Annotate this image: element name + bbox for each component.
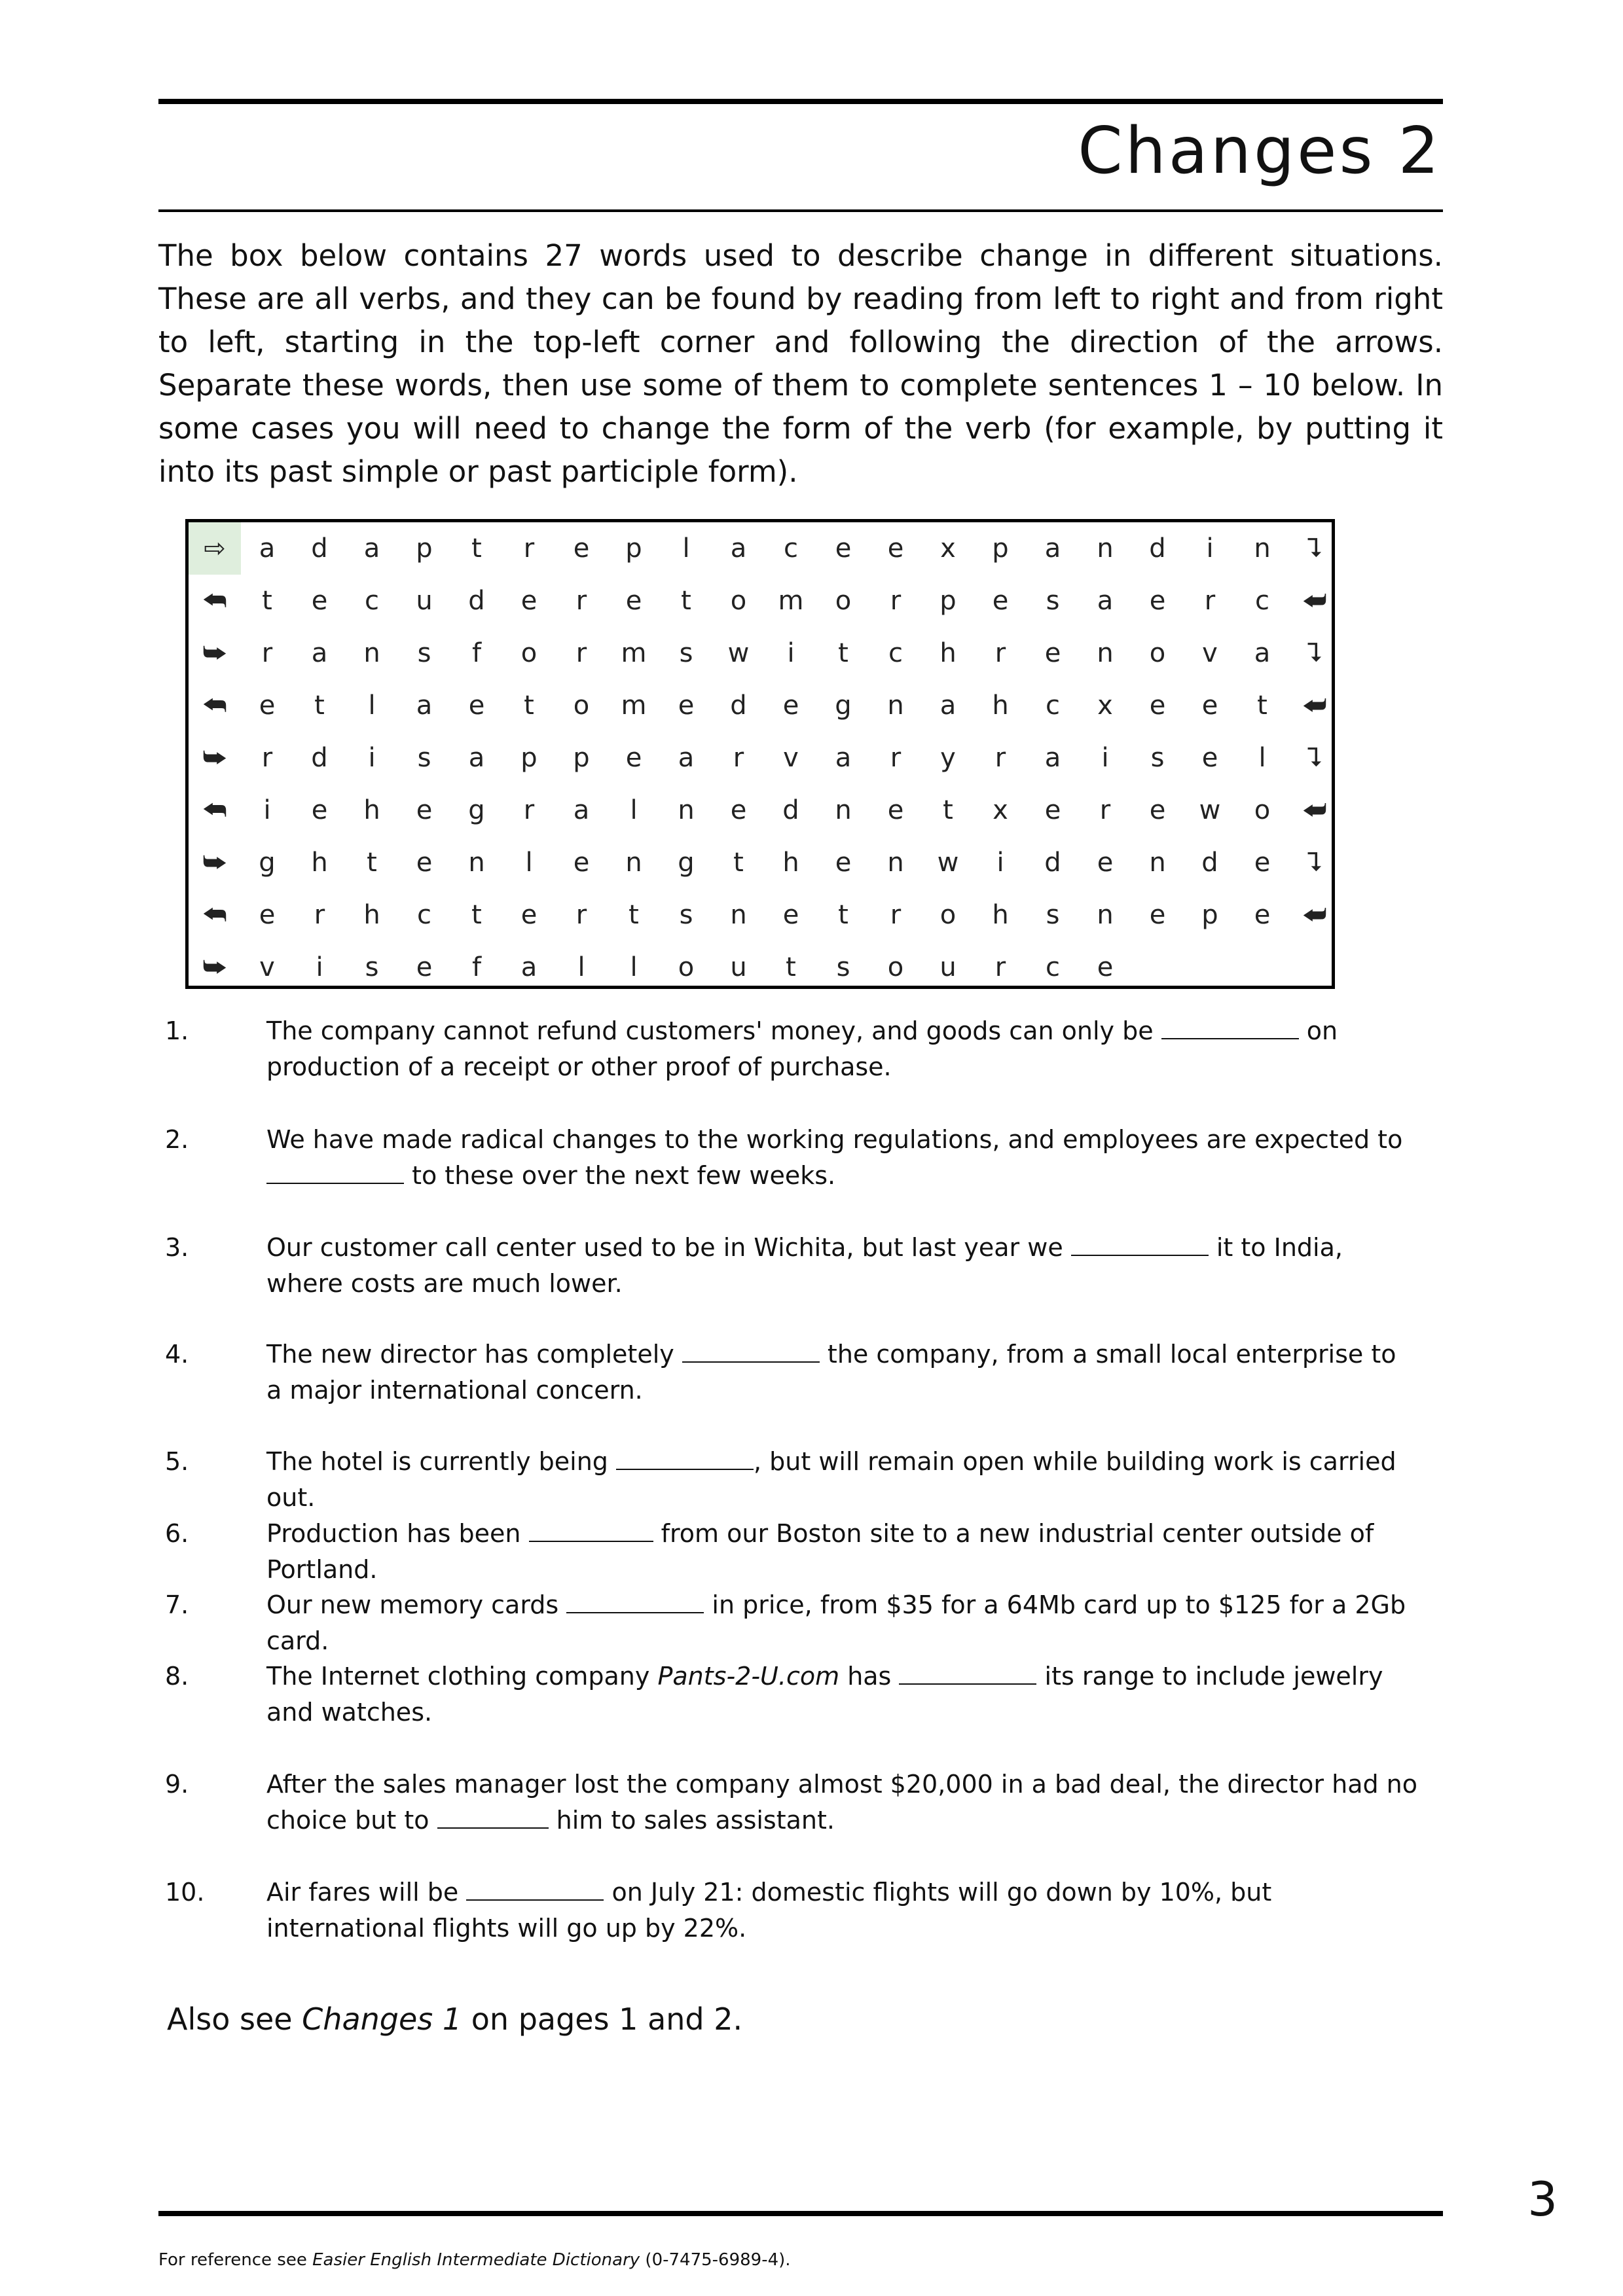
grid-letter: p [520, 743, 538, 773]
grid-letter: u [730, 952, 747, 982]
question-text-part: The Internet clothing company [266, 1662, 658, 1691]
grid-letter: o [520, 638, 538, 668]
footer-post: (0-7475-6989-4). [640, 2250, 791, 2270]
question-text-part: After the sales manager lost the company almost $20,000 in a bad deal, the director had no choice but to [266, 1770, 1418, 1835]
grid-letter: o [573, 691, 590, 721]
grid-letter: t [786, 952, 796, 982]
grid-letter: e [992, 586, 1009, 616]
grid-letter: r [575, 586, 587, 616]
row-turn-arrow-icon: ⮩ [202, 638, 227, 668]
grid-letter: i [787, 638, 795, 668]
grid-letter: e [416, 795, 433, 825]
question-text-part: , but will remain open while building work is carried out. [266, 1447, 1396, 1512]
grid-letter: e [416, 848, 433, 878]
grid-letter: e [311, 795, 328, 825]
grid-letter: o [939, 900, 957, 930]
grid-letter: e [1044, 638, 1061, 668]
question-text-part: Our customer call center used to be in Wichita, but last year we [266, 1233, 1071, 1262]
answer-blank[interactable] [437, 1805, 549, 1829]
row-turn-arrow-icon: ⮩ [202, 743, 227, 773]
footer-pre: For reference see [158, 2250, 313, 2270]
grid-letter: r [261, 743, 273, 773]
title-rule [158, 209, 1443, 212]
grid-letter: t [681, 586, 691, 616]
question-text [266, 1230, 1419, 1302]
grid-letter: p [1201, 900, 1218, 930]
grid-letter: g [259, 848, 276, 878]
question-text-part: The hotel is currently being [266, 1447, 616, 1476]
grid-row [189, 784, 1332, 836]
grid-letter: a [730, 533, 747, 564]
grid-letter: v [783, 743, 799, 773]
grid-letter: n [625, 848, 642, 878]
grid-letter: u [939, 952, 957, 982]
grid-letter: a [678, 743, 695, 773]
grid-letter: v [1202, 638, 1218, 668]
grid-letter: a [363, 533, 380, 564]
top-rule [158, 99, 1443, 104]
question-text-part: to these over the next few weeks. [404, 1161, 836, 1190]
grid-letter: c [784, 533, 798, 564]
grid-letter: n [730, 900, 747, 930]
grid-letter: e [835, 848, 852, 878]
grid-letter: p [939, 586, 957, 616]
grid-letter: x [1097, 691, 1113, 721]
question-text-part: him to sales assistant. [548, 1806, 835, 1835]
see-also-link: Changes 1 [302, 2001, 462, 2037]
grid-letter: a [1044, 533, 1061, 564]
footer-reference [158, 2250, 791, 2270]
answer-blank[interactable] [899, 1661, 1036, 1685]
grid-letter: t [524, 691, 534, 721]
grid-letter: r [314, 900, 325, 930]
row-turn-arrow-icon: ⮧ [1307, 848, 1322, 878]
grid-letter: o [730, 586, 747, 616]
question-text [266, 1122, 1419, 1194]
grid-letter: e [1254, 848, 1271, 878]
grid-letter: n [835, 795, 852, 825]
question-number: 1. [165, 1016, 189, 1045]
grid-letter: s [1046, 586, 1060, 616]
question-number: 9. [165, 1770, 189, 1799]
answer-blank[interactable] [529, 1518, 653, 1542]
row-turn-arrow-icon: ⮨ [1302, 795, 1327, 825]
answer-blank[interactable] [682, 1339, 820, 1363]
grid-letter: c [1255, 586, 1269, 616]
question-text [266, 1767, 1419, 1839]
grid-letter: a [939, 691, 957, 721]
grid-letter: i [1101, 743, 1109, 773]
grid-letter: p [416, 533, 433, 564]
grid-letter: r [523, 533, 535, 564]
grid-letter: r [575, 638, 587, 668]
grid-letter: w [937, 848, 959, 878]
grid-letter: e [887, 533, 904, 564]
row-turn-arrow-icon: ⮪ [202, 586, 227, 616]
grid-letter: n [887, 848, 904, 878]
grid-letter: r [523, 795, 535, 825]
row-turn-arrow-icon: ⮨ [1302, 586, 1327, 616]
grid-letter: o [1149, 638, 1166, 668]
grid-letter: e [730, 795, 747, 825]
grid-letter: r [890, 743, 902, 773]
question-number: 2. [165, 1125, 189, 1154]
grid-letter: d [1044, 848, 1061, 878]
grid-letter: l [368, 691, 376, 721]
grid-letter: r [890, 586, 902, 616]
see-also-note [167, 2001, 742, 2037]
grid-letter: s [1150, 743, 1165, 773]
grid-letter: r [261, 638, 273, 668]
page-title: Changes 2 [1078, 114, 1442, 188]
question-number: 8. [165, 1662, 189, 1691]
grid-letter: d [1149, 533, 1166, 564]
grid-letter: n [363, 638, 380, 668]
grid-letter: f [471, 952, 482, 982]
start-arrow-icon: ⇨ [189, 522, 241, 575]
word-grid [185, 519, 1335, 989]
grid-letter: r [994, 743, 1006, 773]
grid-letter: t [838, 900, 848, 930]
grid-letter: n [468, 848, 485, 878]
grid-letter: t [943, 795, 953, 825]
question-text [266, 1336, 1419, 1408]
grid-letter: o [1254, 795, 1271, 825]
grid-letter: e [782, 900, 799, 930]
grid-letter: e [1201, 743, 1218, 773]
grid-letter: d [1201, 848, 1218, 878]
grid-letter: h [992, 691, 1009, 721]
question-text-part: We have made radical changes to the working regulations, and employees are expected to [266, 1125, 1403, 1154]
bottom-rule [158, 2211, 1443, 2216]
see-also-pre: Also see [167, 2001, 302, 2037]
grid-letter: e [573, 533, 590, 564]
grid-letter: t [367, 848, 377, 878]
grid-letter: e [520, 900, 538, 930]
grid-letter: d [311, 743, 328, 773]
grid-letter: v [259, 952, 275, 982]
grid-letter: y [940, 743, 956, 773]
grid-letter: h [311, 848, 328, 878]
grid-row [189, 836, 1332, 889]
grid-letter: p [992, 533, 1009, 564]
grid-letter: o [887, 952, 904, 982]
question-text [266, 1659, 1419, 1731]
grid-letter: i [263, 795, 271, 825]
grid-letter: n [678, 795, 695, 825]
grid-letter: x [993, 795, 1008, 825]
grid-letter: u [416, 586, 433, 616]
grid-letter: e [573, 848, 590, 878]
question-text-part: The new director has completely [266, 1340, 682, 1369]
grid-row [189, 732, 1332, 784]
grid-letter: a [573, 795, 590, 825]
question-text [266, 1444, 1419, 1516]
row-turn-arrow-icon: ⮧ [1307, 533, 1322, 564]
grid-letter: r [1204, 586, 1216, 616]
question-text [266, 1874, 1419, 1946]
grid-letter: s [365, 952, 379, 982]
question-text-part: on production of a receipt or other proof of purchase. [266, 1016, 1338, 1081]
grid-letter: e [1149, 691, 1166, 721]
row-turn-arrow-icon: ⮪ [202, 900, 227, 930]
grid-letter: a [520, 952, 538, 982]
grid-letter: l [577, 952, 585, 982]
grid-letter: i [316, 952, 323, 982]
grid-letter: e [520, 586, 538, 616]
grid-letter: a [259, 533, 276, 564]
grid-letter: m [621, 691, 647, 721]
grid-letter: s [679, 638, 693, 668]
question-text-part: it to India, where costs are much lower. [266, 1233, 1343, 1298]
grid-letter: n [1149, 848, 1166, 878]
grid-letter: c [1046, 691, 1060, 721]
grid-letter: e [1149, 795, 1166, 825]
question-text [266, 1013, 1419, 1085]
grid-letter: l [682, 533, 690, 564]
question-number: 4. [165, 1340, 189, 1369]
grid-letter: e [625, 743, 642, 773]
grid-row [189, 889, 1332, 941]
grid-row [189, 575, 1332, 627]
grid-letter: g [835, 691, 852, 721]
grid-letter: r [733, 743, 744, 773]
grid-letter: r [575, 900, 587, 930]
grid-letter: e [259, 691, 276, 721]
grid-letter: h [992, 900, 1009, 930]
grid-letter: n [887, 691, 904, 721]
grid-row [189, 522, 1332, 575]
question-number: 5. [165, 1447, 189, 1476]
grid-letter: e [835, 533, 852, 564]
grid-letter: d [468, 586, 485, 616]
grid-letter: e [1201, 691, 1218, 721]
grid-letter: a [1044, 743, 1061, 773]
answer-blank[interactable] [1161, 1016, 1299, 1039]
question-text-part: Production has been [266, 1519, 529, 1548]
grid-letter: a [835, 743, 852, 773]
grid-letter: e [782, 691, 799, 721]
answer-blank[interactable] [1071, 1232, 1209, 1256]
row-turn-arrow-icon: ⮩ [202, 848, 227, 878]
grid-letter: l [1258, 743, 1266, 773]
question-number: 7. [165, 1590, 189, 1619]
grid-letter: m [621, 638, 647, 668]
grid-letter: l [525, 848, 533, 878]
row-turn-arrow-icon: ⮨ [1302, 691, 1327, 721]
grid-letter: e [1149, 900, 1166, 930]
grid-letter: e [1097, 848, 1114, 878]
grid-letter: a [416, 691, 433, 721]
row-turn-arrow-icon: ⮪ [202, 691, 227, 721]
grid-letter: e [259, 900, 276, 930]
grid-letter: n [1097, 638, 1114, 668]
footer-dictionary: Easier English Intermediate Dictionary [312, 2250, 640, 2270]
grid-letter: n [1254, 533, 1271, 564]
grid-letter: e [1149, 586, 1166, 616]
intro-paragraph: The box below contains 27 words used to describe change in different situations. These are all verbs, and they can be found by reading from left to right and from right to left, starting in the top-left corner and following the direction of the arrows. Separate these words, then use some of them to complete sentences 1 – 10 below. In some cases you will need to change the form of the verb (for example, by putting it into its past simple or past participle form). [158, 238, 1443, 489]
grid-letter: t [1257, 691, 1267, 721]
question-text-part: in price, from $35 for a 64Mb card up to $125 for a 2Gb card. [266, 1590, 1406, 1655]
grid-letter: t [471, 900, 482, 930]
grid-letter: s [417, 638, 431, 668]
question-text-part: Air fares will be [266, 1878, 467, 1907]
grid-letter: l [630, 795, 638, 825]
grid-letter: r [1099, 795, 1111, 825]
grid-letter: p [573, 743, 590, 773]
grid-letter: a [1254, 638, 1271, 668]
grid-letter: c [417, 900, 431, 930]
grid-letter: e [887, 795, 904, 825]
page-number: 3 [1527, 2172, 1558, 2227]
grid-letter: r [994, 638, 1006, 668]
grid-letter: h [782, 848, 799, 878]
grid-letter: h [939, 638, 957, 668]
grid-letter: n [1097, 900, 1114, 930]
grid-letter: e [1044, 795, 1061, 825]
grid-row [189, 679, 1332, 732]
grid-letter: s [679, 900, 693, 930]
grid-letter: r [890, 900, 902, 930]
grid-letter: w [1199, 795, 1221, 825]
grid-letter: e [311, 586, 328, 616]
row-turn-arrow-icon: ⮨ [1302, 900, 1327, 930]
row-turn-arrow-icon: ⮧ [1307, 743, 1322, 773]
grid-letter: p [625, 533, 642, 564]
question-text-part: Our new memory cards [266, 1590, 567, 1619]
grid-letter: c [888, 638, 903, 668]
answer-blank[interactable] [616, 1446, 754, 1470]
grid-letter: s [417, 743, 431, 773]
grid-letter: i [996, 848, 1004, 878]
grid-letter: h [363, 795, 380, 825]
question-text [266, 1587, 1419, 1659]
question-number: 6. [165, 1519, 189, 1548]
grid-letter: d [782, 795, 799, 825]
answer-blank[interactable] [266, 1160, 404, 1184]
grid-letter: w [727, 638, 750, 668]
grid-letter: d [730, 691, 747, 721]
grid-letter: e [416, 952, 433, 982]
grid-letter: h [363, 900, 380, 930]
grid-letter: t [733, 848, 744, 878]
grid-letter: c [1046, 952, 1060, 982]
grid-letter: m [778, 586, 804, 616]
grid-letter: c [365, 586, 379, 616]
answer-blank[interactable] [566, 1590, 704, 1613]
question-text-part: its range to include jewelry and watches. [266, 1662, 1383, 1727]
question-text [266, 1516, 1419, 1588]
row-turn-arrow-icon: ⮪ [202, 795, 227, 825]
grid-letter: s [1046, 900, 1060, 930]
grid-letter: t [262, 586, 272, 616]
question-company-name: Pants-2-U.com [657, 1662, 840, 1691]
grid-row [189, 941, 1332, 994]
grid-letter: e [468, 691, 485, 721]
grid-letter: t [838, 638, 848, 668]
grid-letter: g [468, 795, 485, 825]
grid-letter: a [311, 638, 328, 668]
grid-letter: g [678, 848, 695, 878]
question-text-part: from our Boston site to a new industrial center outside of Portland. [266, 1519, 1374, 1584]
grid-letter: d [311, 533, 328, 564]
grid-letter: t [471, 533, 482, 564]
grid-letter: e [625, 586, 642, 616]
see-also-post: on pages 1 and 2. [462, 2001, 743, 2037]
grid-letter: f [471, 638, 482, 668]
grid-letter: a [1097, 586, 1114, 616]
grid-letter: s [836, 952, 850, 982]
grid-letter: t [629, 900, 639, 930]
grid-letter: n [1097, 533, 1114, 564]
grid-letter: a [468, 743, 485, 773]
question-number: 10. [165, 1878, 205, 1907]
question-number: 3. [165, 1233, 189, 1262]
grid-letter: e [1254, 900, 1271, 930]
grid-letter: o [678, 952, 695, 982]
grid-letter: x [940, 533, 956, 564]
grid-letter: e [678, 691, 695, 721]
grid-letter: t [314, 691, 325, 721]
grid-letter: i [1206, 533, 1214, 564]
question-text-part: has [839, 1662, 900, 1691]
grid-letter: i [368, 743, 376, 773]
row-turn-arrow-icon: ⮧ [1307, 638, 1322, 668]
grid-row [189, 627, 1332, 679]
answer-blank[interactable] [466, 1877, 604, 1901]
question-text-part: the company, from a small local enterprise to a major international concern. [266, 1340, 1396, 1405]
grid-letter: e [1097, 952, 1114, 982]
question-text-part: The company cannot refund customers' money, and goods can only be [266, 1016, 1161, 1045]
question-text-part: on July 21: domestic flights will go down by 10%, but international flights will go up by 22%. [266, 1878, 1272, 1943]
grid-letter: r [994, 952, 1006, 982]
grid-letter: o [835, 586, 852, 616]
row-turn-arrow-icon: ⮩ [202, 952, 227, 982]
grid-letter: l [630, 952, 638, 982]
